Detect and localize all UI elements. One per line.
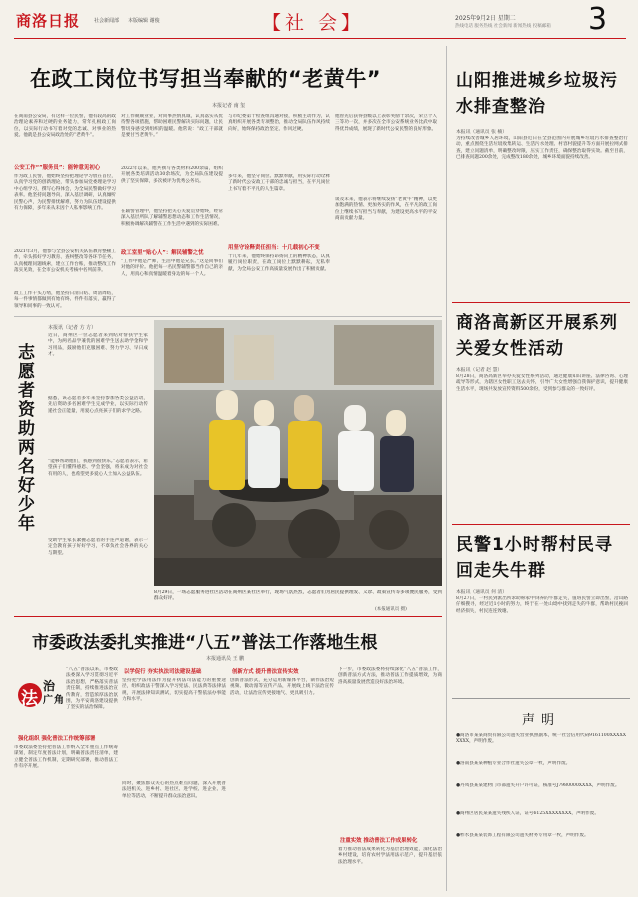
notice-item-5: ●柞水县某某装饰工程有限公司遗失财务专用章一枚，声明作废。	[456, 833, 589, 838]
notice-box	[452, 698, 630, 892]
lead-col3-para-c: 十几年来，他始终保持昂扬向上的精神状态，认真履行岗位职责，在政工岗位上默默耕耘，无私奉献，为全局公安工作高质量发展作出了积极贡献。	[228, 254, 330, 272]
law-col3-para: 创新普法形式，充分运用新媒体平台，制作法治短视频、微动漫等宣传产品，开展线上线下法治宣传活动，让法治宣传更接地气、更具吸引力。	[230, 678, 334, 696]
right2-headline: 商洛高新区开展系列关爱女性活动	[456, 313, 618, 359]
law-subhead-3: 创新方式 提升普法宣传实效	[232, 669, 299, 675]
notice-item-4: ●商州区居民某某遗失残疾人证，证号6125XXXXXXXX，声明作废。	[456, 811, 599, 816]
volunteer-para-2: 据悉，该志愿者多年来坚持参加各类公益活动，先后资助多名困难学生完成学业，以实际行动传递社会正能量，用爱心点亮孩子们的求学之路。	[48, 396, 148, 414]
law-col4-para-b: 着力推动普法成果转化为基层治理效能，深化法治乡村建设，培育农村学法用法示范户，提升基层依法治理水平。	[338, 847, 442, 865]
lead-col4-para-b: 谈及未来，他表示将继续发扬“老黄牛”精神，以更加饱满的热情、更加务实的作风，在平凡的政工岗位上继续书写担当与奉献，为建设更高水平的平安商南贡献力量。	[335, 197, 437, 222]
issue-date: 2025年9月2日 星期二	[455, 15, 516, 22]
section-name: 【社 会】	[262, 12, 365, 34]
contact-line: 热线电话 服务热线 社会新闻 新闻热线 投稿邮箱	[455, 24, 551, 29]
law-badge-char-3: 广	[43, 695, 53, 706]
volunteer-byline: 本报讯（记者 方 方）	[48, 325, 97, 331]
law-badge-char-1: 法	[21, 689, 38, 709]
lead-col2-para-a: 对工作兢兢业业，对同事热情真诚，认真落实从优待警各项措施，帮助困难民警解决实际问题，让民警切身感受到组织的温暖。他常说：“政工干部就是要甘当老黄牛。”	[121, 114, 223, 139]
law-badge	[18, 667, 66, 729]
law-badge-char-2: 治	[43, 679, 56, 693]
lead-subhead-1: 公安工作“”服务员”：能钟意见初心	[14, 165, 101, 171]
volunteer-para-3: “能够帮助他们，我感到很快乐。”志愿者表示，希望孩子们懂得感恩、学会坚强，将来成为对社会有用的人，也希望更多爱心人士加入公益队伍。	[48, 459, 148, 477]
lead-col2-para-b: 2022年以来，他共撰写各类材料200余篇，组织开展各类培训活动30余场次，为全局队伍建设提供了坚实保障，多次被评为优秀公务员。	[121, 166, 223, 184]
lead-col3-para-a: 与市纪委第十检查组沟通对接，积极主动作为，认真组织开展各类专项整治，推动全局队伍作风持续向好，始终保持政治坚定、作风过硬。	[228, 114, 330, 132]
lead-col2-para-d: “工作中他是严师，生活中他是兄长。”这是同事们对他的评价。他把每一名民警辅警都当作自己的亲人，用真心和真情温暖着身边的每一个人。	[121, 259, 223, 277]
right2-byline: 本报讯（记者 赵 慧）	[456, 368, 503, 373]
event-photo	[154, 320, 442, 586]
editor-line: 本版编辑 谢俊	[128, 18, 160, 24]
notice-item-3: ●丹凤县某某建材门市部遗失开户许可证，核准号J7980000XXXX，声明作废。	[456, 783, 620, 788]
lead-subhead-2: 政工室里“贴心人”：解民辅警之忧	[121, 250, 204, 256]
right1-headline: 山阳推进城乡垃圾污水排查整治	[456, 71, 618, 117]
law-byline: 本报通讯员 王 鹏	[206, 656, 245, 662]
law-headline: 市委政法委扎实推进“八五”普法工作落地生根	[32, 633, 378, 653]
lead-subhead-3: 用坚守诠释责任担当：十几载初心不变	[228, 245, 320, 251]
lead-para-2: 2021年3月，他参与全县公安机关队伍教育整顿工作，牵头抓好学习教育、查纠整改等各环节任务，认真梳理问题线索，建立工作台账，推动整改工作落实见效，在全市公安机关考核中名列前茅。	[14, 249, 116, 274]
masthead	[0, 0, 638, 46]
lead-byline: 本报记者 南 玺	[212, 103, 246, 109]
notice-item-1: ●商洛市某某商贸有限公司遗失营业执照副本，统一社会信用代码9161100XXXXXXXXX，声明作废。	[456, 733, 626, 745]
volunteer-headline: 志愿者资助两名好少年	[18, 343, 35, 534]
lead-para-1: 作为政工民警，他始终坚持把理论学习放在首位，认真学习党的创新理论，带头参加局党委理论学习中心组学习，撰写心得体会，为全局民警做好学习表率。他坚持问题导向，深入基层调研，认真倾听民警心声，为民警排忧解难，努力为队伍建设提供有力保障，多年来从未因个人私事影响工作。	[14, 174, 116, 212]
law-col2-para-b: 同时，聚焦群众关心的热点难点问题，深入开展普法进机关、进乡村、进社区、进学校、进企业、进单位等活动，不断提升群众法治意识。	[122, 781, 226, 799]
law-col2-para-a: 坚持把学法用法作为提升执法司法能力的重要途径，组织政法干警深入学习宪法、民法典等法律法规，开展法律知识测试，切实提高干警依法办事能力和水平。	[122, 678, 226, 703]
page-number: 3	[588, 2, 608, 37]
right1-body: 为持续改善城乡人居环境，山阳县近日在全县范围内开展城乡垃圾污水排查整治行动，重点围绕生活垃圾收集转运、生活污水处理、村容村貌提升等方面开展拉网式排查，建立问题清单，明确整改时限，压实工作责任，确保整治取得实效。截至目前，已排查问题200余处，完成整改180余处，城乡环境面貌持续改善。	[456, 136, 628, 161]
lead-col2-para-c: 在辅警管理中，他坚持把关心关爱贯穿始终，经常深入基层所队了解辅警思想动态和工作生活情况，积极协调解决辅警在工作生活中遇到的实际困难。	[121, 209, 223, 227]
dept-line: 社会新闻部	[94, 18, 120, 24]
lead-col4-para-a: 他曾先后获得县级以上表彰奖励十余次，荣立个人三等功一次，并多次在全市公安系统业务比武中取得优异成绩，展现了新时代公安民警的良好形象。	[335, 114, 437, 132]
right1-byline: 本报讯（通讯员 张 楠）	[456, 130, 508, 135]
right3-byline: 本报讯（通讯员 何 清）	[456, 590, 508, 595]
lead-intro: 在商南县公安局，有这样一位民警，他有较高的政治理论素养和过硬的业务能力，常年扎根政工岗位，以实际行动书写着对党的忠诚、对事业的热爱。他就是县公安局政治处的“老黄牛”。	[14, 114, 116, 139]
right2-body: 8月28日，商洛高新区举办关爱女性系列活动，通过健康知识讲座、法律咨询、心理疏导等形式，为辖区女性职工送去关怀，引导广大女性增强自我保护意识，提升健康生活水平，现场共发放宣传资料500余份，受到参与群众的一致好评。	[456, 374, 628, 392]
notice-item-2: ●洛南县某某种植专业合作社遗失公章一枚，声明作废。	[456, 761, 571, 766]
photo-credit: (本报通讯员 摄)	[375, 607, 407, 612]
lead-headline: 在政工岗位书写担当奉献的“老黄牛”	[30, 67, 382, 91]
lead-para-3: 政工工作千头万绪，他坚持日清日结、周清周结，每一件事情都做到有始有终、件件有落实，赢得了领导和同事的一致认可。	[14, 291, 116, 309]
event-photo-image	[154, 320, 442, 586]
newspaper-logo: 商洛日报	[16, 12, 81, 30]
lead-col3-para-b: 多年来，他坚守岗位、默默奉献，用实际行动诠释了新时代公安政工干部的忠诚与担当，在平凡岗位上书写着不平凡的人生篇章。	[228, 174, 330, 192]
law-subhead-1: 强化组织 强化普法工作统筹部署	[18, 736, 96, 742]
law-col4-para-a: 下一步，市委政法委将持续深化“八五”普法工作，创新普法方式方法，推动普法工作提质增效，为商洛高质量发展营造良好法治环境。	[338, 667, 442, 685]
notice-title: 声明	[522, 713, 561, 728]
law-subhead-2: 以学促行 夯实执法司法建设基础	[124, 669, 202, 675]
law-badge-char-4: 角	[54, 695, 64, 706]
photo-caption: 8月29日，一场志愿服务进社区活动在商州区某社区举行，现场气氛热烈，志愿者们为居民提供理发、义诊、政策宣传等多项便民服务，受到群众好评。	[154, 590, 442, 602]
law-subhead-4: 注重实效 推动普法工作成果转化	[340, 838, 418, 844]
law-col1-para: 市委政法委坚持把普法工作纳入全年重点工作统筹谋划，制定年度普法计划，明确普法责任清单，建立健全普法工作机制，定期研究部署，推动普法工作有序开展。	[14, 745, 118, 770]
right3-headline: 民警1小时帮村民寻回走失牛群	[456, 535, 613, 581]
law-intro: “八五”普法以来，市委政法委深入学习贯彻习近平法治思想，严格落实普法责任制，持续推进法治宣传教育，营造浓厚法治氛围，为平安商洛建设提供了坚实的法治保障。	[66, 667, 118, 711]
volunteer-para-1: 近日，商州区一位志愿者来到结对帮扶学生家中，为两名品学兼优的困难学生送去助学金和学习用品，鼓励他们克服困难、努力学习、早日成才。	[48, 333, 148, 358]
volunteer-para-4: 受助学生家长紧握志愿者的手连声道谢，表示一定会教育孩子好好学习，不辜负社会各界的关心与期望。	[48, 538, 148, 556]
right3-body: 8月27日，一村民到派出所求助称家中饲养的牛群走失，值班民警立即出警，沿山路仔细搜寻，经过近1小时的努力，终于在一处山坳中找到走失的牛群，帮助村民挽回经济损失，村民连连致谢。	[456, 596, 628, 614]
